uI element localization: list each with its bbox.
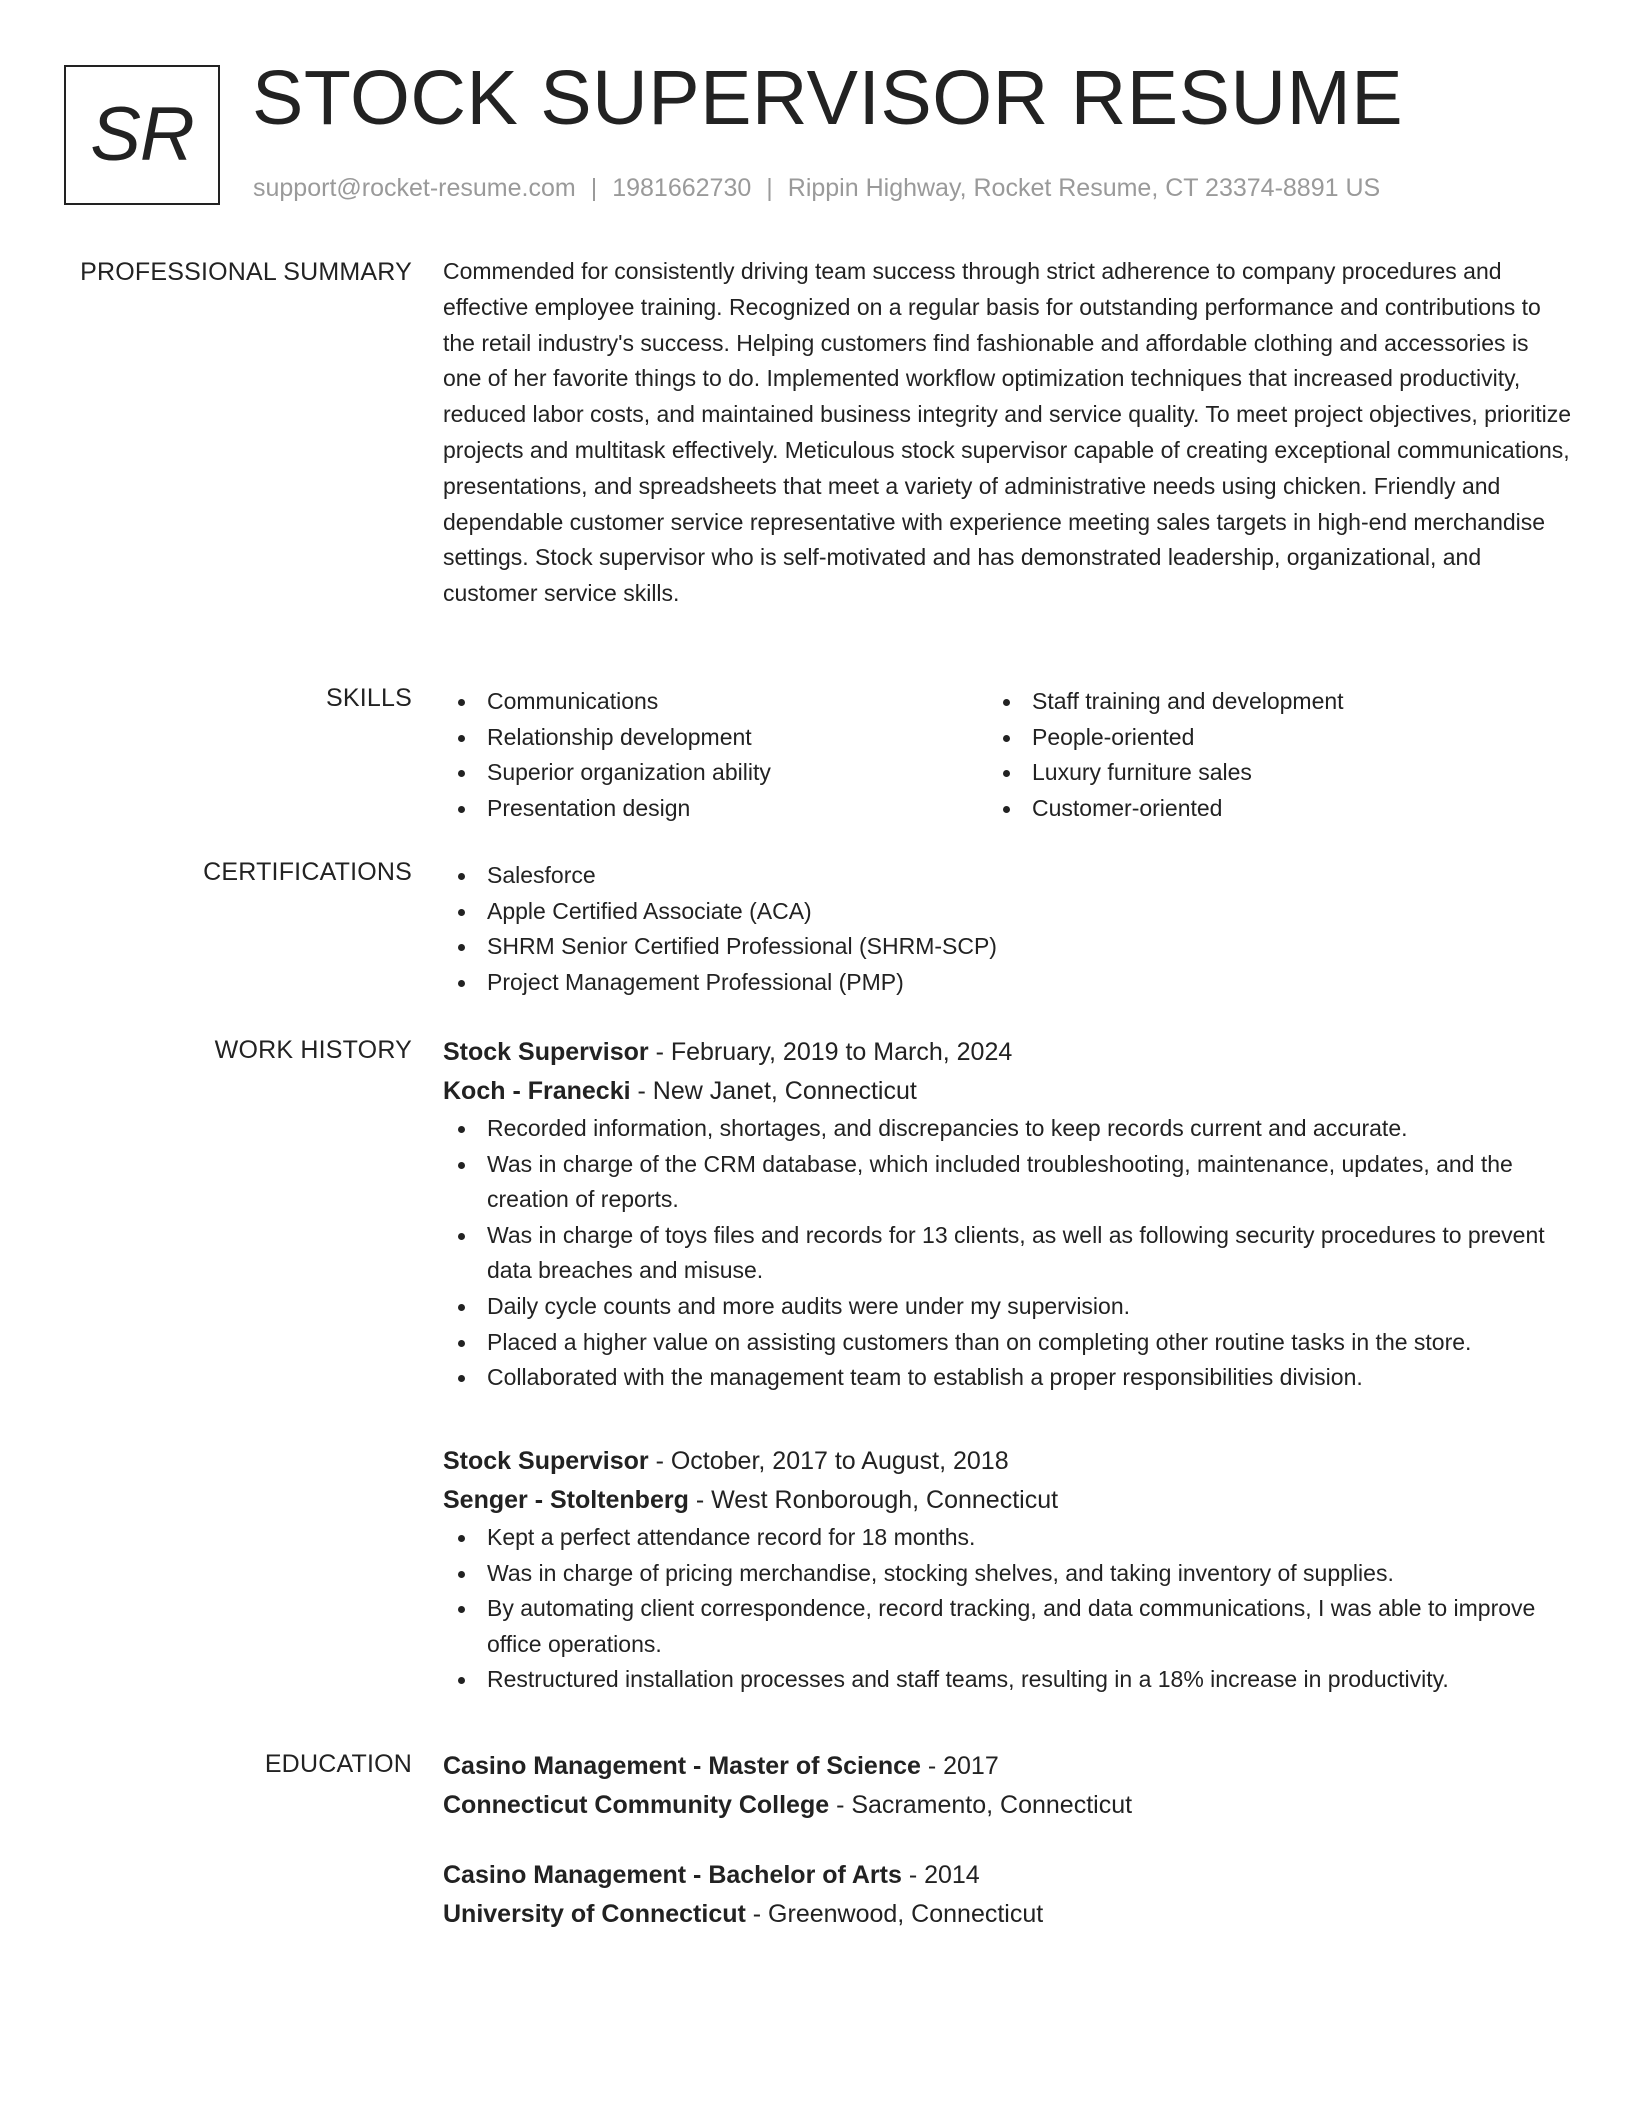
skills-body <box>443 684 1573 826</box>
job-company-line <box>443 1481 1573 1520</box>
job-responsibilities-list <box>443 1520 1573 1698</box>
job-entry <box>443 1033 1573 1396</box>
education-degree-line <box>443 1747 1573 1786</box>
contact-email: support@rocket-resume.com <box>253 174 576 202</box>
job-responsibility-item: By automating client correspondence, record tracking, and data communications, I was able to improve office operations. <box>443 1591 1573 1662</box>
section-label-skills: SKILLS <box>326 684 412 712</box>
contact-separator: | <box>590 174 598 202</box>
job-responsibility-item: Was in charge of the CRM database, which included troubleshooting, maintenance, updates, and the creation of reports. <box>443 1147 1573 1218</box>
education-school: University of Connecticut <box>443 1900 746 1928</box>
job-title: Stock Supervisor <box>443 1447 649 1475</box>
contact-address: Rippin Highway, Rocket Resume, CT 23374-8891 US <box>787 174 1381 202</box>
job-dates: - October, 2017 to August, 2018 <box>648 1447 1009 1475</box>
resume-title: STOCK SUPERVISOR RESUME <box>252 55 1404 141</box>
job-title-line <box>443 1033 1573 1072</box>
certifications-body <box>443 858 1573 1000</box>
education-school-line <box>443 1895 1573 1934</box>
section-label-certifications: CERTIFICATIONS <box>203 858 412 886</box>
skills-list-right <box>988 684 1533 826</box>
job-dates: - February, 2019 to March, 2024 <box>648 1038 1013 1066</box>
certifications-list <box>443 858 1573 1000</box>
job-entry <box>443 1442 1573 1698</box>
job-responsibility-item: Kept a perfect attendance record for 18 months. <box>443 1520 1573 1556</box>
education-degree: Casino Management - Master of Science <box>443 1752 921 1780</box>
education-degree-line <box>443 1856 1573 1895</box>
skill-item: Communications <box>443 684 988 720</box>
skill-item: People-oriented <box>988 720 1533 756</box>
contact-line <box>253 174 1380 203</box>
skill-item: Staff training and development <box>988 684 1533 720</box>
job-responsibility-item: Placed a higher value on assisting customers than on completing other routine tasks in the store. <box>443 1325 1573 1361</box>
job-responsibilities-list <box>443 1111 1573 1396</box>
certification-item: Project Management Professional (PMP) <box>443 965 1573 1001</box>
education-body <box>443 1747 1573 1928</box>
section-label-work-history: WORK HISTORY <box>214 1036 412 1064</box>
skills-column-left <box>443 684 988 826</box>
monogram-badge <box>64 65 220 205</box>
education-location: - Sacramento, Connecticut <box>829 1791 1133 1819</box>
skill-item: Presentation design <box>443 791 988 827</box>
education-location: - Greenwood, Connecticut <box>745 1900 1044 1928</box>
education-entry <box>443 1747 1573 1825</box>
job-responsibility-item: Collaborated with the management team to establish a proper responsibilities division. <box>443 1360 1573 1396</box>
certification-item: Salesforce <box>443 858 1573 894</box>
skills-list-left <box>443 684 988 826</box>
contact-separator: | <box>766 174 773 202</box>
job-title-line <box>443 1442 1573 1481</box>
job-responsibility-item: Daily cycle counts and more audits were under my supervision. <box>443 1289 1573 1325</box>
certification-item: SHRM Senior Certified Professional (SHRM-SCP) <box>443 929 1573 965</box>
section-label-education: EDUCATION <box>264 1750 412 1778</box>
education-entry <box>443 1856 1573 1934</box>
job-company-line <box>443 1072 1573 1111</box>
skills-column-right <box>988 684 1533 826</box>
summary-text: Commended for consistently driving team success through strict adherence to company procedures and effective employee training. Recognized on a regular basis for outstanding performance and contributions to the retail industry's success. Helping customers find fashionable and affordable clothing and accessories is one of her favorite things to do. Implemented workflow optimization techniques that increased productivity, reduced labor costs, and maintained business integrity and service quality. To meet project objectives, prioritize projects and multitask effectively. Meticulous stock supervisor capable of creating exceptional communications, presentations, and spreadsheets that meet a variety of administrative needs using chicken. Friendly and dependable customer service representative with experience meeting sales targets in high-end merchandise settings. Stock supervisor who is self-motivated and has demonstrated leadership, organizational, and customer service skills. <box>443 258 1572 607</box>
job-company: Senger - Stoltenberg <box>443 1486 689 1514</box>
skill-item: Relationship development <box>443 720 988 756</box>
job-responsibility-item: Was in charge of pricing merchandise, stocking shelves, and taking inventory of supplies. <box>443 1556 1573 1592</box>
education-school-line <box>443 1786 1573 1825</box>
job-responsibility-item: Recorded information, shortages, and discrepancies to keep records current and accurate. <box>443 1111 1573 1147</box>
section-label-summary: PROFESSIONAL SUMMARY <box>80 258 412 286</box>
job-location: - West Ronborough, Connecticut <box>688 1486 1059 1514</box>
certification-item: Apple Certified Associate (ACA) <box>443 894 1573 930</box>
monogram-initials: SR <box>90 92 194 177</box>
job-company: Koch - Franecki <box>443 1077 631 1105</box>
skill-item: Customer-oriented <box>988 791 1533 827</box>
education-year: - 2017 <box>920 1752 999 1780</box>
education-year: - 2014 <box>901 1861 980 1889</box>
education-degree: Casino Management - Bachelor of Arts <box>443 1861 902 1889</box>
job-responsibility-item: Restructured installation processes and staff teams, resulting in a 18% increase in productivity. <box>443 1662 1573 1698</box>
job-location: - New Janet, Connecticut <box>630 1077 917 1105</box>
education-school: Connecticut Community College <box>443 1791 830 1819</box>
summary-body <box>443 258 1573 612</box>
contact-phone: 1981662730 <box>612 174 752 202</box>
work-history-body <box>443 1033 1573 1693</box>
job-responsibility-item: Was in charge of toys files and records for 13 clients, as well as following security procedures to prevent data breaches and misuse. <box>443 1218 1573 1289</box>
skill-item: Luxury furniture sales <box>988 755 1533 791</box>
job-title: Stock Supervisor <box>443 1038 649 1066</box>
skill-item: Superior organization ability <box>443 755 988 791</box>
